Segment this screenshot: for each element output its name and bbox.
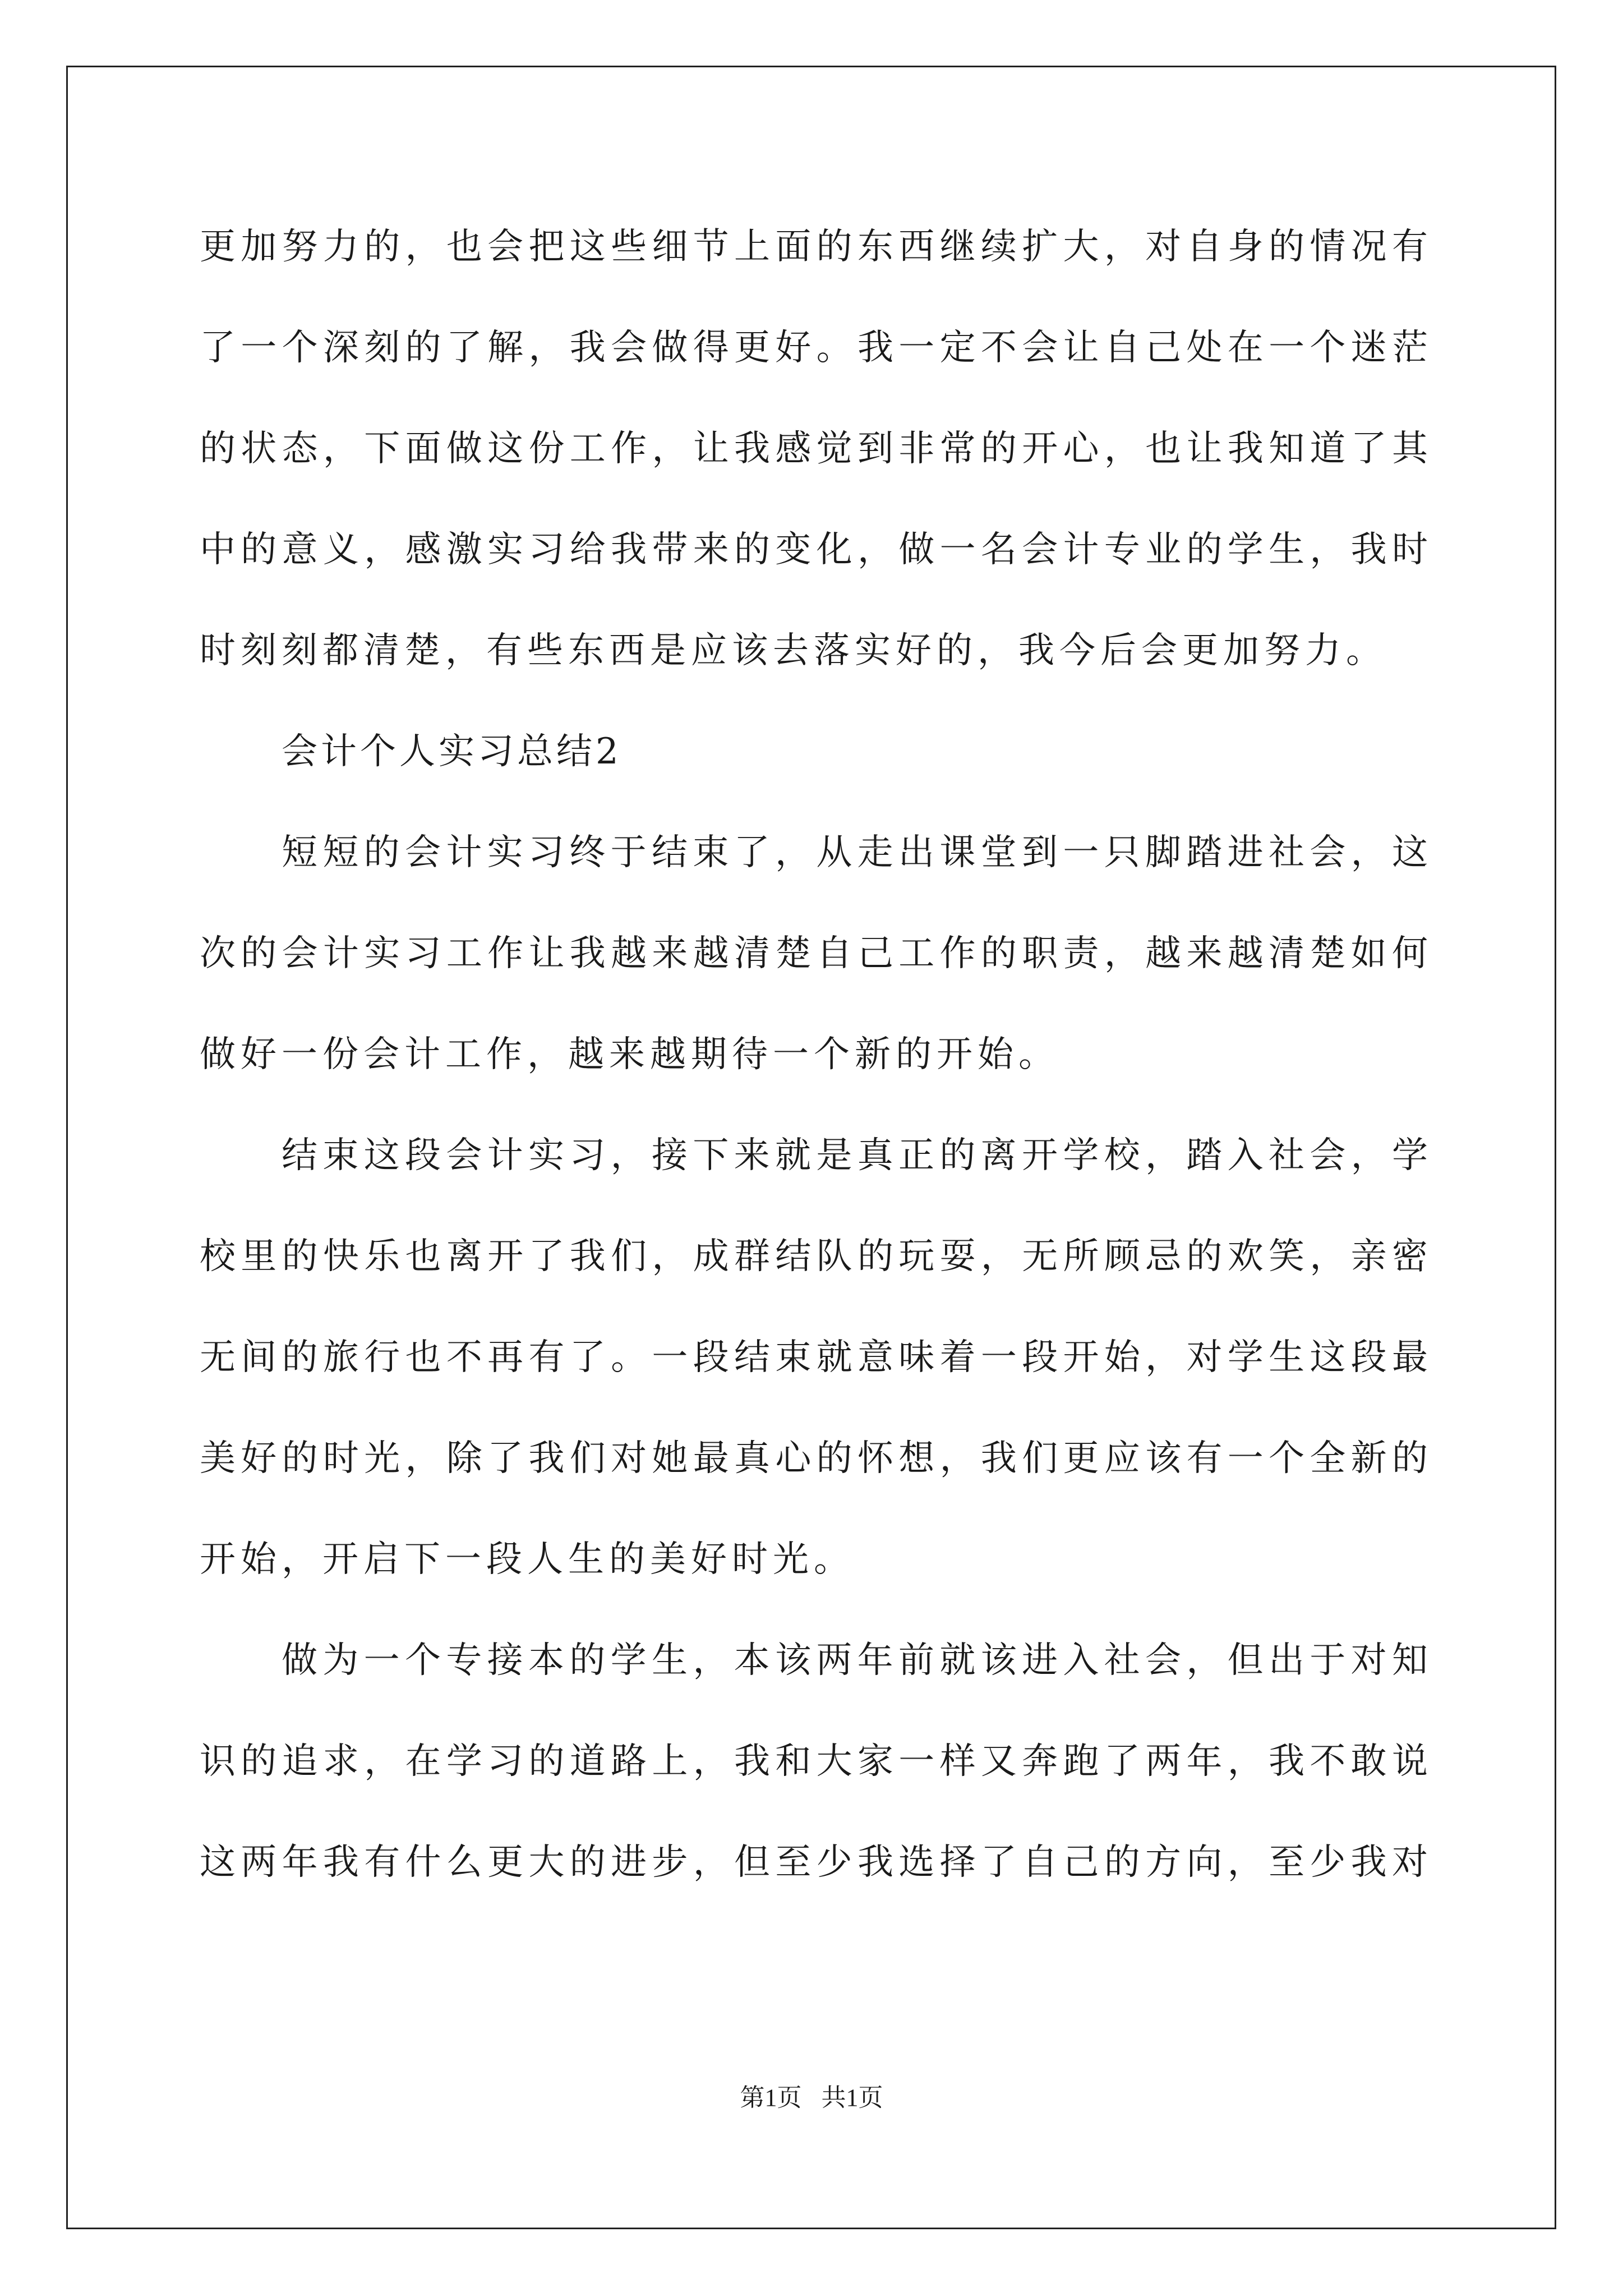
text-line: 校里的快乐也离开了我们，成群结队的玩耍，无所顾忌的欢笑，亲密	[200, 1236, 1428, 1277]
text-line: 时刻刻都清楚，有些东西是应该去落实好的，我今后会更加努力。	[200, 630, 1387, 671]
page-total: 共1页	[821, 2084, 883, 2111]
text-line: 次的会计实习工作让我越来越清楚自己工作的职责，越来越清楚如何	[200, 933, 1428, 974]
text-line: 更加努力的，也会把这些细节上面的东西继续扩大，对自身的情况有	[200, 226, 1428, 268]
text-line: 美好的时光，除了我们对她最真心的怀想，我们更应该有一个全新的	[200, 1438, 1428, 1479]
text-line: 中的意义，感激实习给我带来的变化，做一名会计专业的学生，我时	[200, 529, 1428, 570]
page-number: 第1页	[740, 2084, 802, 2111]
paragraph-first-line: 做为一个专接本的学生，本该两年前就该进入社会，但出于对知	[282, 1640, 1428, 1681]
text-line: 做好一份会计工作，越来越期待一个新的开始。	[200, 1034, 1059, 1075]
section-heading: 会计个人实习总结2	[282, 731, 622, 772]
text-line: 的状态，下面做这份工作，让我感觉到非常的开心，也让我知道了其	[200, 428, 1428, 470]
text-line: 识的追求，在学习的道路上，我和大家一样又奔跑了两年，我不敢说	[200, 1741, 1428, 1782]
paragraph-first-line: 短短的会计实习终于结束了，从走出课堂到一只脚踏进社会，这	[282, 832, 1428, 873]
document-body	[200, 213, 1428, 1930]
page-footer	[0, 2081, 1623, 2115]
text-line: 无间的旅行也不再有了。一段结束就意味着一段开始，对学生这段最	[200, 1337, 1428, 1378]
text-line: 开始，开启下一段人生的美好时光。	[200, 1539, 855, 1580]
text-line: 了一个深刻的了解，我会做得更好。我一定不会让自己处在一个迷茫	[200, 327, 1428, 369]
paragraph-first-line: 结束这段会计实习，接下来就是真正的离开学校，踏入社会，学	[282, 1135, 1428, 1176]
text-line: 这两年我有什么更大的进步，但至少我选择了自己的方向，至少我对	[200, 1842, 1428, 1883]
